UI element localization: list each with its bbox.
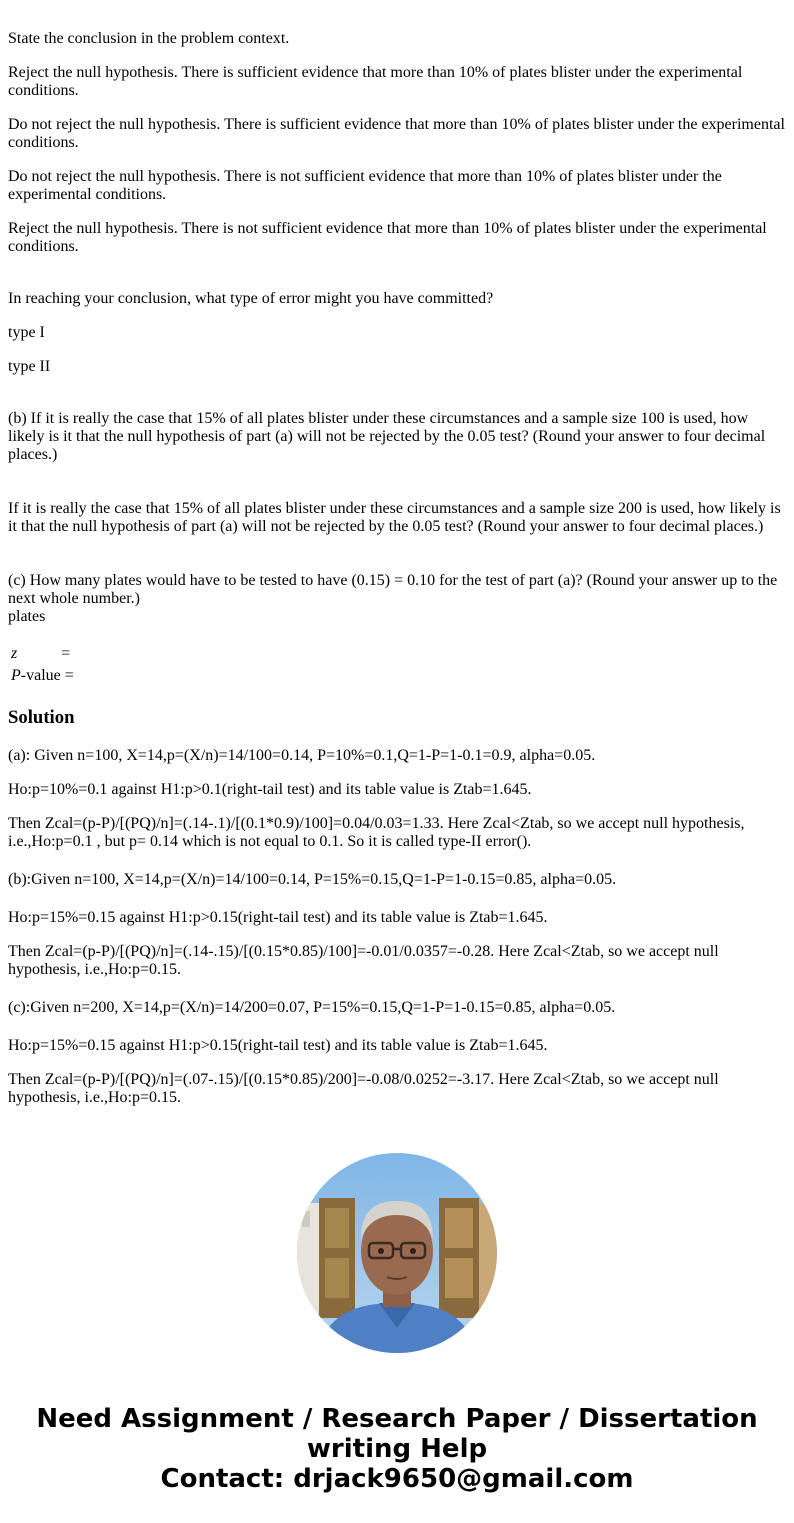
solution-line-2: Ho:p=10%=0.1 against H1:p>0.1(right-tail test) and its table value is Ztab=1.645. [8, 781, 532, 798]
solution-line-8: Ho:p=15%=0.15 against H1:p>0.15(right-tail test) and its table value is Ztab=1.645. [8, 1037, 548, 1054]
p-value-label: P-value = [11, 667, 74, 684]
solution-line-1: (a): Given n=100, X=14,p=(X/n)=14/100=0.14, P=10%=0.1,Q=1-P=1-0.1=0.9, alpha=0.05. [8, 747, 596, 764]
banner-contact-line[interactable]: Contact: drjack9650@gmail.com [160, 1464, 634, 1494]
z-equals: = [61, 645, 71, 662]
part-b2-question: If it is really the case that 15% of all plates blister under these circumstances and a sample size 200 is used, how likely is it that the null hypothesis of part (a) will not be rejected by the 0.05 test? (Round your answer to four decimal places.) [8, 500, 781, 535]
plates-unit-label: plates [8, 608, 46, 625]
conclusion-option-1[interactable]: Reject the null hypothesis. There is sufficient evidence that more than 10% of plates blister under the experimental conditions. [8, 64, 743, 99]
part-c-question: (c) How many plates would have to be tested to have (0.15) = 0.10 for the test of part (a)? (Round your answer up to the next whole number.) [8, 572, 778, 607]
solution-line-5: Ho:p=15%=0.15 against H1:p>0.15(right-tail test) and its table value is Ztab=1.645. [8, 909, 548, 926]
conclusion-prompt: State the conclusion in the problem context. [8, 30, 290, 47]
promo-banner [0, 1404, 794, 1494]
part-b-question: (b) If it is really the case that 15% of all plates blister under these circumstances and a sample size 100 is used, how likely is it that the null hypothesis of part (a) will not be rejected by the 0.05 test? (Round your answer to four decimal places.) [8, 410, 766, 463]
conclusion-option-2[interactable]: Do not reject the null hypothesis. There is sufficient evidence that more than 10% of plates blister under the experimental conditions. [8, 116, 785, 151]
solution-line-9: Then Zcal=(p-P)/[(PQ)/n]=(.07-.15)/[(0.15*0.85)/200]=-0.08/0.0252=-3.17. Here Zcal<Ztab, so we accept null hypothesis, i.e.,Ho:p=0.15. [8, 1071, 719, 1106]
solution-line-4: (b):Given n=100, X=14,p=(X/n)=14/100=0.14, P=15%=0.15,Q=1-P=1-0.15=0.85, alpha=0.05. [8, 871, 617, 888]
solution-line-7: (c):Given n=200, X=14,p=(X/n)=14/200=0.07, P=15%=0.15,Q=1-P=1-0.15=0.85, alpha=0.05. [8, 999, 616, 1016]
author-portrait-image [297, 1153, 497, 1353]
banner-line-1: Need Assignment / Research Paper / Dissertation [36, 1404, 758, 1434]
solution-line-3: Then Zcal=(p-P)/[(PQ)/n]=(.14-.1)/[(0.1*0.9)/100]=0.04/0.03=1.33. Here Zcal<Ztab, so we accept null hypothesis, i.e.,Ho:p=0.1 , but p= 0.14 which is not equal to 0.1. So it is called type-II error(). [8, 815, 745, 850]
conclusion-option-3[interactable]: Do not reject the null hypothesis. There is not sufficient evidence that more than 10% of plates blister under the experimental conditions. [8, 168, 722, 203]
z-pvalue-table [8, 643, 77, 687]
solution-line-6: Then Zcal=(p-P)/[(PQ)/n]=(.14-.15)/[(0.15*0.85)/100]=-0.01/0.0357=-0.28. Here Zcal<Ztab, so we accept null hypothesis, i.e.,Ho:p=0.15. [8, 943, 719, 978]
z-label: z [11, 645, 18, 662]
conclusion-option-4[interactable]: Reject the null hypothesis. There is not sufficient evidence that more than 10% of plates blister under the experimental conditions. [8, 220, 767, 255]
error-option-type-2[interactable]: type II [8, 358, 51, 375]
error-prompt: In reaching your conclusion, what type of error might you have committed? [8, 290, 494, 307]
solution-heading: Solution [8, 707, 75, 728]
author-photo [297, 1153, 497, 1353]
error-option-type-1[interactable]: type I [8, 324, 45, 341]
banner-line-2: writing Help [306, 1434, 488, 1464]
